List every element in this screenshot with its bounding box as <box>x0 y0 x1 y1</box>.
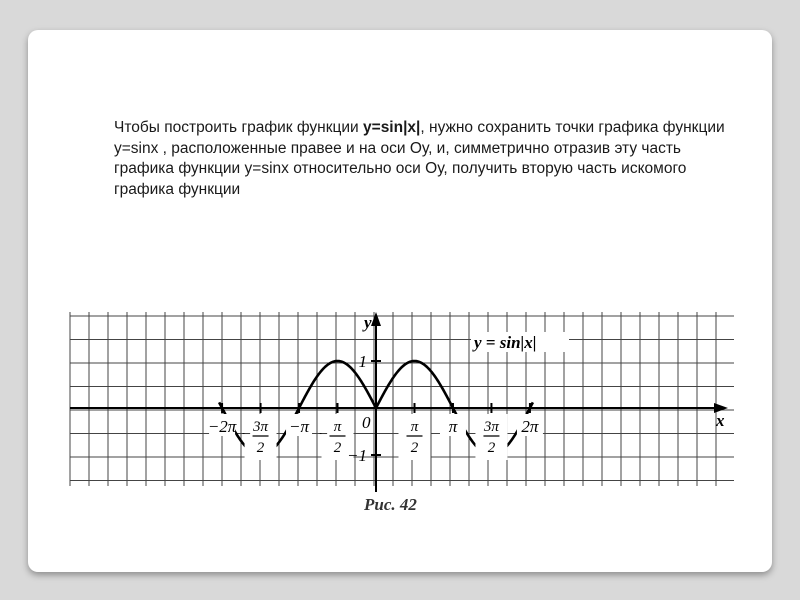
svg-text:2: 2 <box>333 440 342 456</box>
x-axis-label: x <box>716 411 725 430</box>
function-formula: y=sin|x| <box>363 119 421 136</box>
function-graph <box>66 308 738 518</box>
svg-text:2: 2 <box>487 440 496 456</box>
figure-caption: Рис. 42 <box>364 495 417 514</box>
slide-text <box>114 118 734 200</box>
x-tick-label-fraction <box>241 414 277 460</box>
svg-text:−π: −π <box>289 417 310 436</box>
y-tick-label: −1 <box>347 446 367 465</box>
svg-text:2: 2 <box>256 440 265 456</box>
function-label: y = sin|x| <box>474 333 537 352</box>
svg-text:2: 2 <box>410 440 419 456</box>
svg-text:π: π <box>410 419 419 435</box>
x-tick-label <box>440 414 466 436</box>
x-tick-label-fraction <box>398 414 430 460</box>
graph-svg <box>66 308 738 518</box>
y-axis-label: y <box>364 313 372 332</box>
origin-label: 0 <box>362 413 371 432</box>
svg-text:π: π <box>448 417 458 436</box>
text-part-2: , нужно сохранить точки графика функции y=sinx , расположенные правее и на оси Оу, и, симметрично отразив эту часть графика функции y=sinx относительно оси Оу, получить вторую часть искомого графика функции <box>114 119 725 198</box>
svg-text:−: − <box>240 426 252 443</box>
svg-text:−: − <box>317 426 329 443</box>
x-tick-label <box>208 414 237 436</box>
svg-text:−2π: −2π <box>207 417 237 436</box>
svg-text:π: π <box>333 419 342 435</box>
text-part-1: Чтобы построить график функции <box>114 119 364 136</box>
x-tick-label-fraction <box>475 414 507 460</box>
y-axis-arrow <box>371 312 381 326</box>
svg-text:3π: 3π <box>483 419 499 435</box>
x-tick-label <box>286 414 312 436</box>
x-tick-label <box>517 414 543 436</box>
y-tick-label: 1 <box>358 352 367 371</box>
svg-text:3π: 3π <box>253 419 269 435</box>
svg-text:2π: 2π <box>521 417 539 436</box>
